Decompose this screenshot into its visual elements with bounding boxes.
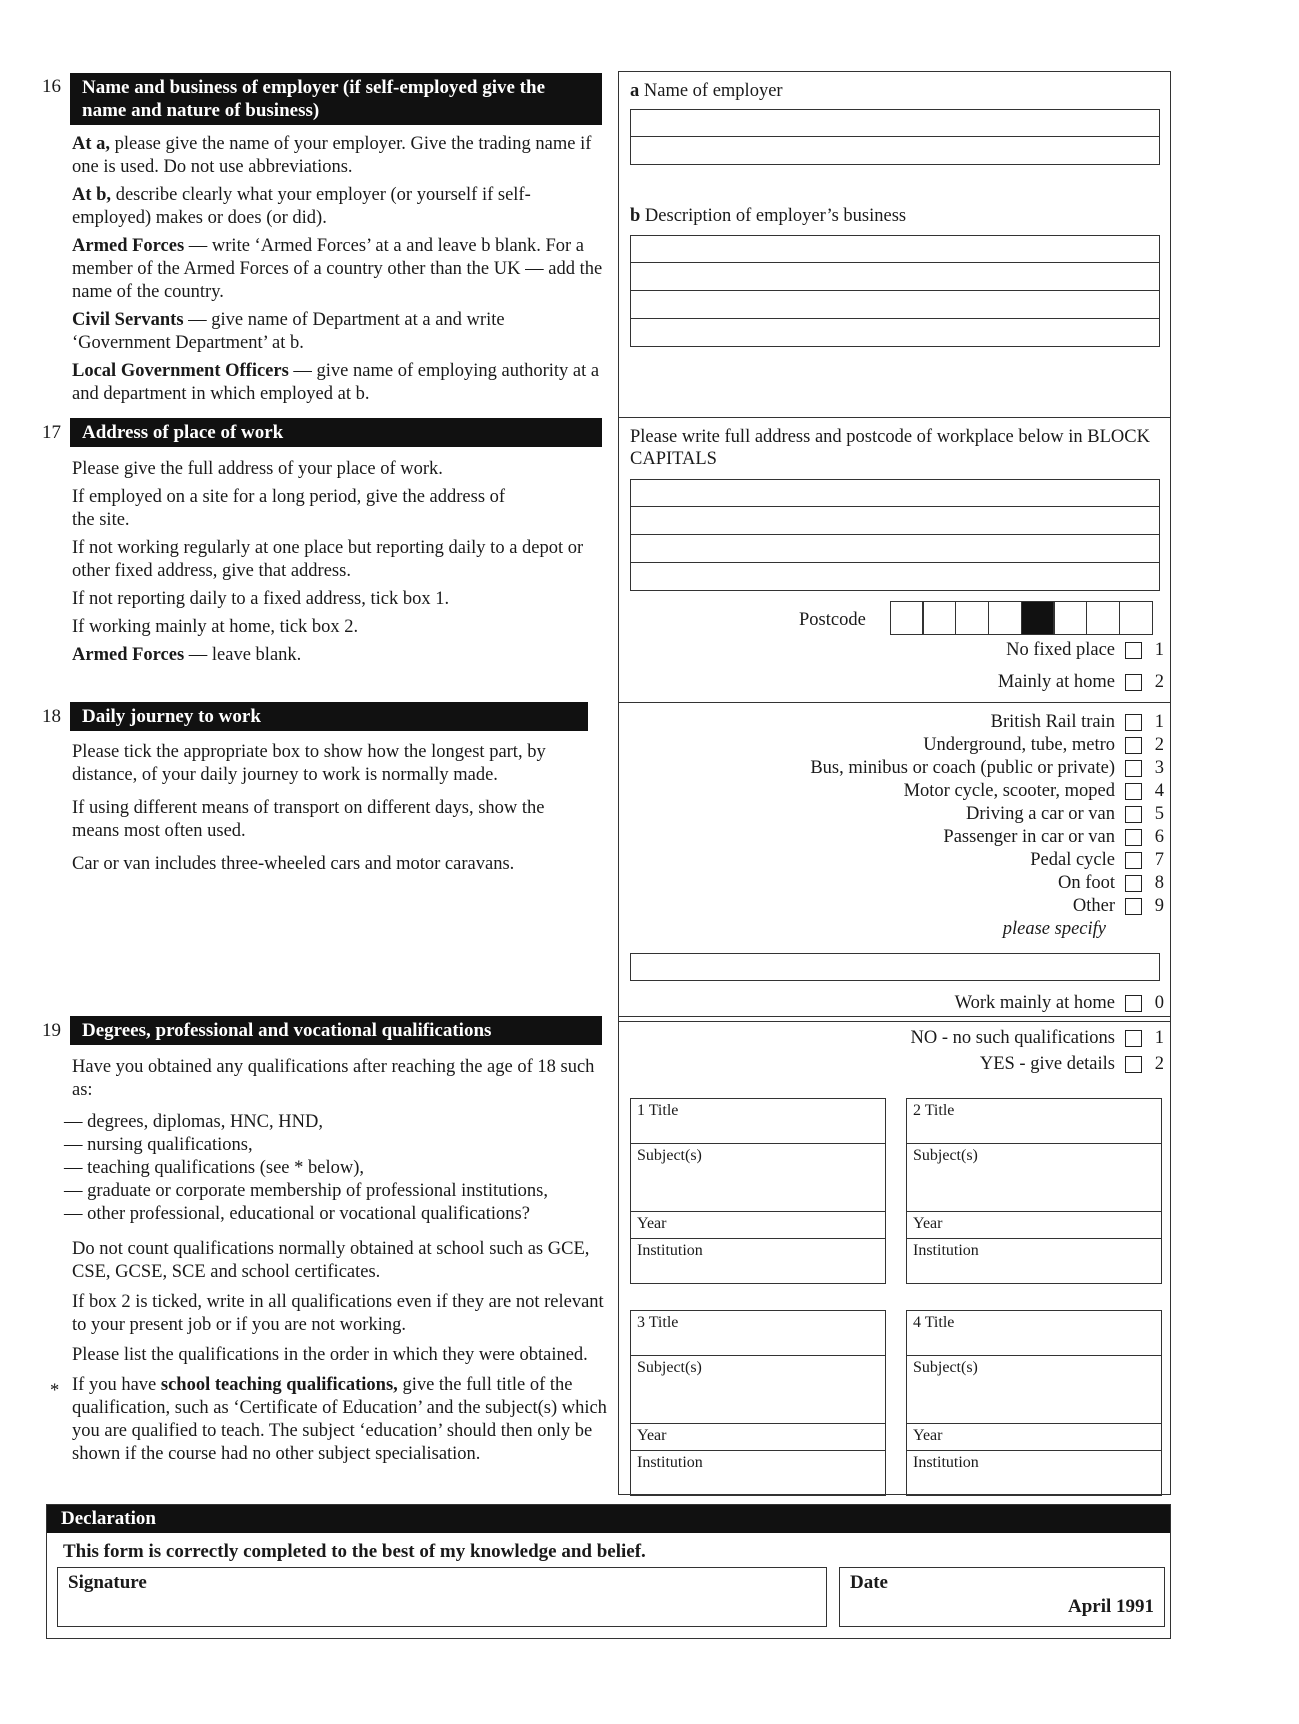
option-passenger[interactable]: Passenger in car or van 6 <box>943 826 1164 847</box>
asterisk: * <box>50 1381 60 1401</box>
q16-instr-civil: Civil Servants — give name of Department at a and write ‘Government Department’ at b. <box>72 310 505 353</box>
checkbox <box>1125 642 1142 659</box>
q19-heading: Degrees, professional and vocational qualifications <box>70 1016 602 1045</box>
declaration-heading: Declaration <box>47 1505 1170 1533</box>
postcode-field[interactable] <box>891 601 1153 635</box>
signature-field[interactable]: Signature <box>57 1567 827 1627</box>
option-rail[interactable]: British Rail train 1 <box>990 711 1164 732</box>
employer-business-field[interactable] <box>630 235 1160 347</box>
checkbox <box>1125 674 1142 691</box>
q16-instr-armed: Armed Forces — write ‘Armed Forces’ at a and leave b blank. For a member of the Armed Forces of a country other than the UK — add the name of the country. <box>72 236 603 302</box>
declaration-statement: This form is correctly completed to the best of my knowledge and belief. <box>63 1541 646 1562</box>
q16-instructions <box>72 133 607 411</box>
q17-answer-panel <box>618 417 1171 703</box>
q17-heading: Address of place of work <box>70 418 602 447</box>
form-date: April 1991 <box>1067 1596 1154 1617</box>
q18-number: 18 <box>42 706 61 727</box>
q16-heading: Name and business of employer (if self-employed give the name and nature of business) <box>70 73 602 125</box>
q17-panel-text: Please write full address and postcode of workplace below in BLOCK CAPITALS <box>630 427 1150 469</box>
employer-name-field[interactable] <box>630 109 1160 165</box>
qualification-box-4[interactable]: 4 Title Subject(s) Year Institution <box>906 1310 1162 1496</box>
q19-list: — degrees, diplomas, HNC, HND, — nursing qualifications, — teaching qualifications (see * below), — graduate or corporate membership of professional institutions, — other professional, educational or vocational qualifications? <box>64 1112 548 1224</box>
q19-answer-panel <box>618 1016 1171 1495</box>
q19-instructions: Have you obtained any qualifications after reaching the age of 18 such as: <box>72 1057 595 1100</box>
option-yes-qualifications[interactable]: YES - give details 2 <box>979 1053 1164 1074</box>
option-underground[interactable]: Underground, tube, metro 2 <box>923 734 1164 755</box>
q16-instr-a: At a, please give the name of your employer. Give the trading name if one is used. Do not use abbreviations. <box>72 134 592 177</box>
q17-instructions: Please give the full address of your place of work. If employed on a site for a long period, give the address of the site. If not working regularly at one place but reporting daily to a depot or other fixed address, give that address. If not reporting daily to a fixed address, tick box 1. If working mainly at home, tick box 2. Armed Forces — leave blank. <box>72 459 584 665</box>
please-specify-label: please specify <box>1002 919 1106 939</box>
option-no-fixed-place[interactable]: No fixed place 1 <box>1006 639 1164 660</box>
date-field[interactable]: Date April 1991 <box>839 1567 1165 1627</box>
q16-answer-panel <box>618 71 1171 418</box>
option-no-qualifications[interactable]: NO - no such qualifications 1 <box>910 1027 1164 1048</box>
workplace-address-field[interactable] <box>630 479 1160 591</box>
option-work-at-home[interactable]: Work mainly at home 0 <box>954 992 1164 1013</box>
q17-number: 17 <box>42 422 61 443</box>
option-on-foot[interactable]: On foot 8 <box>1057 872 1164 893</box>
q16-instr-b: At b, describe clearly what your employer (or yourself if self-employed) makes or does (or did). <box>72 185 531 228</box>
declaration-section <box>46 1504 1171 1639</box>
q19-number: 19 <box>42 1020 61 1041</box>
qualification-box-3[interactable]: 3 Title Subject(s) Year Institution <box>630 1310 886 1496</box>
other-specify-field[interactable] <box>630 953 1160 981</box>
qualification-box-2[interactable]: 2 Title Subject(s) Year Institution <box>906 1098 1162 1284</box>
q18-heading: Daily journey to work <box>70 702 588 731</box>
q18-answer-panel <box>618 702 1171 1022</box>
q16-number: 16 <box>42 76 61 97</box>
option-bus[interactable]: Bus, minibus or coach (public or private) 3 <box>810 757 1164 778</box>
q16-b-label: b Description of employer’s business <box>630 206 907 226</box>
option-mainly-at-home[interactable]: Mainly at home 2 <box>997 671 1164 692</box>
q16-a-label: a Name of employer <box>630 81 783 101</box>
option-pedal-cycle[interactable]: Pedal cycle 7 <box>1030 849 1164 870</box>
option-driving[interactable]: Driving a car or van 5 <box>966 803 1164 824</box>
q19-teaching-note: If you have school teaching qualifications, give the full title of the qualification, such as ‘Certificate of Education’ and the subject(s) which you are qualified to teach. The subject ‘education’ should then only be shown if the course had no other subject specialisation. <box>72 1375 607 1464</box>
qualification-box-1[interactable]: 1 Title Subject(s) Year Institution <box>630 1098 886 1284</box>
q18-instructions: Please tick the appropriate box to show how the longest part, by distance, of your daily journey to work is normally made. If using different means of transport on different days, show the means most often used. Car or van includes three-wheeled cars and motor caravans. <box>72 742 546 874</box>
q16-instr-local: Local Government Officers — give name of employing authority at a and department in which employed at b. <box>72 361 600 404</box>
q19-notes: Do not count qualifications normally obtained at school such as GCE, CSE, GCSE, SCE and school certificates. If box 2 is ticked, write in all qualifications even if they are not relevant to your present job or if you are not working. Please list the qualifications in the order in which they were obtained. If you have school teaching qualifications, give the full title of the qualification, such as ‘Certificate of Education’ and the subject(s) which you are qualified to teach. The subject ‘education’ should then only be shown if the course had no other subject specialisation. <box>72 1239 607 1464</box>
option-motorcycle[interactable]: Motor cycle, scooter, moped 4 <box>903 780 1164 801</box>
postcode-label: Postcode <box>799 610 866 630</box>
option-other[interactable]: Other 9 <box>1072 895 1164 916</box>
